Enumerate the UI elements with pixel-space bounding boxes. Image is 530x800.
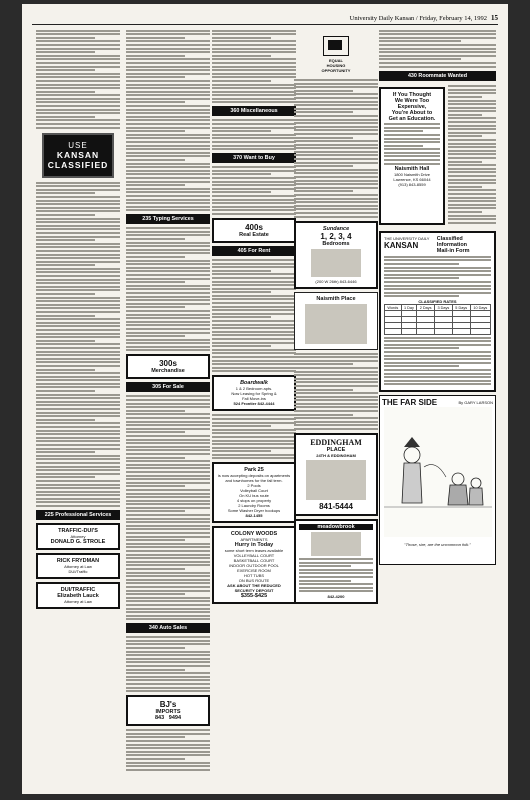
section-360-header: 360 Miscellaneous bbox=[212, 106, 296, 116]
ad-colony-woods: COLONY WOODS APARTMENTS Hurry in Today some short term leases available VOLLEYBALL COURT BASKETBALL COURT INDOOR OUTDOOR POOL EXERCISE ROOM HOT TUBS ON BUS ROUTE ASK ABOUT THE REDUCED SECURITY DEPOSIT $355-$425 bbox=[212, 526, 296, 604]
section-430-header: 430 Roommate Wanted bbox=[379, 71, 496, 81]
ad-boardwalk: Boardwalk 1 & 2 Bedroom apts. Now Leasing for Spring & Fall Move-ins 524 Frontier 842-4444 bbox=[212, 375, 296, 411]
classified-text bbox=[126, 729, 210, 771]
section-405-header: 405 For Rent bbox=[212, 246, 296, 256]
page-number: 15 bbox=[491, 14, 498, 22]
ad-eddingham-place: EDDINGHAM PLACE 24TH & EDDINGHAM 841-5444 bbox=[294, 433, 378, 516]
section-235-header: 235 Typing Services bbox=[126, 214, 210, 224]
classified-mail-in-form: THE UNIVERSITY DAILY KANSAN Classified Information Mail-in Form CLASSIFIED RATES Words 1 Day 2 Days 3 Days 5 Days 10 Days bbox=[379, 231, 496, 392]
ad-naismith-place: Naismith Place bbox=[294, 292, 378, 350]
ad-frydman: RICK FRYDMAN Attorney at Law DUI/Traffic bbox=[36, 553, 120, 579]
column-1 bbox=[36, 28, 120, 788]
ad-strole: TRAFFIC-DUI'S Attorney DONALD G. STROLE bbox=[36, 523, 120, 550]
ad-meadowbrook: meadowbrook 842-4200 bbox=[294, 519, 378, 604]
cartoon-drawing bbox=[384, 407, 492, 537]
real-estate-badge: 400s Real Estate bbox=[212, 218, 296, 243]
ad-bjs-imports: BJ's IMPORTS 843 9494 bbox=[126, 695, 210, 726]
ad-sundance: Sundance 1, 2, 3, 4 Bedrooms (200 W 26th) 843-6446 bbox=[294, 221, 378, 289]
paper-name: University Daily Kansan bbox=[349, 15, 415, 22]
classified-text bbox=[294, 79, 378, 218]
column-5 bbox=[379, 28, 496, 788]
classified-text bbox=[36, 30, 120, 129]
classified-text bbox=[379, 30, 496, 68]
running-header: University Daily Kansan / Friday, February 14, 1992 15 bbox=[32, 14, 498, 25]
classified-rates-table: Words 1 Day 2 Days 3 Days 5 Days 10 Days bbox=[384, 304, 491, 335]
classified-text bbox=[294, 353, 378, 430]
classified-text bbox=[212, 414, 296, 459]
column-2 bbox=[126, 28, 210, 788]
classified-text bbox=[126, 30, 210, 212]
newspaper-page bbox=[22, 4, 508, 794]
classified-text bbox=[212, 259, 296, 372]
section-225-header: 225 Professional Services bbox=[36, 510, 120, 520]
ad-park-25: Park 25 is now accepting deposits on apartments and townhomes for the fall term. 2 Pools Volleyball Court On KU bus route 4 stops on property 2 Laundry Rooms Some Washer Dryer hookups 842-1455 bbox=[212, 462, 296, 523]
classified-text bbox=[448, 84, 496, 226]
merchandise-badge: 300s Merchandise bbox=[126, 354, 210, 379]
column-3 bbox=[212, 28, 296, 788]
classified-text bbox=[212, 166, 296, 215]
classified-text bbox=[212, 30, 296, 104]
issue-date: Friday, February 14, 1992 bbox=[419, 15, 487, 22]
use-kansan-classified-badge: USE KANSAN CLASSIFIED bbox=[42, 133, 114, 178]
equal-housing-logo: EQUAL HOUSING OPPORTUNITY bbox=[294, 31, 378, 76]
section-305-header: 305 For Sale bbox=[126, 382, 210, 392]
column-4 bbox=[294, 28, 378, 788]
section-370-header: 370 Want to Buy bbox=[212, 153, 296, 163]
classified-text bbox=[212, 119, 296, 150]
classified-text bbox=[36, 182, 120, 507]
ad-naismith-hall: If You Thought We Were Too Expensive, You're About to Get an Education. Naismith Hall 1800 Naismith Drive Lawrence, KS 66044 (913) 843-8559 bbox=[379, 87, 445, 226]
ad-lauck: DUI/TRAFFIC Elizabeth Lauck Attorney at Law bbox=[36, 582, 120, 609]
far-side-cartoon: THE FAR SIDE By GARY LARSON "Those, sire, are the uncommon folk." bbox=[379, 395, 496, 565]
section-340-header: 340 Auto Sales bbox=[126, 623, 210, 633]
classified-text bbox=[126, 227, 210, 351]
house-icon bbox=[323, 36, 349, 56]
classified-text bbox=[126, 636, 210, 692]
classified-text bbox=[126, 395, 210, 620]
